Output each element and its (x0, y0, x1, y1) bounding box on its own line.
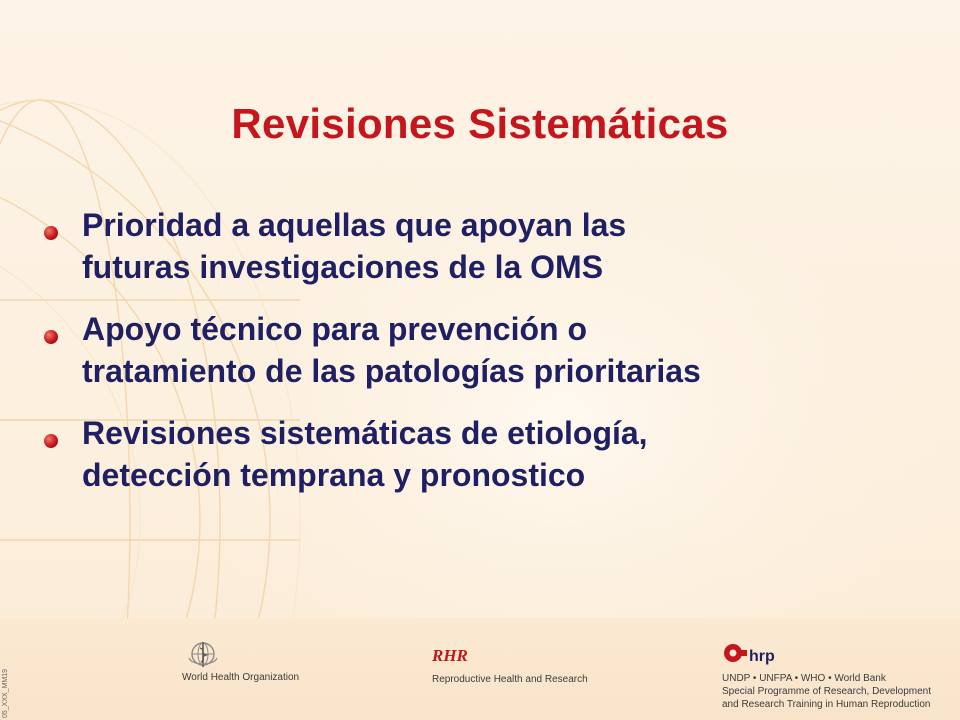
bullet-item (40, 412, 940, 496)
bullet-text-line: detección temprana y pronostico (82, 457, 586, 493)
rhr-logo-text: RHR (432, 646, 468, 664)
hrp-description (722, 672, 931, 711)
rhr-logo-icon (432, 646, 472, 664)
bullet-dot-icon (44, 226, 58, 240)
who-emblem-icon (186, 640, 220, 670)
bullet-text-line: Revisiones sistemáticas de etiología, (82, 415, 648, 451)
bullet-dot-icon (44, 434, 58, 448)
who-label: World Health Organization (182, 672, 300, 683)
bullet-dot-icon (44, 330, 58, 344)
hrp-line: Special Programme of Research, Development (722, 686, 931, 697)
hrp-line: and Research Training in Human Reproduction (722, 699, 931, 710)
bullet-list (40, 204, 940, 516)
bullet-text-line: Apoyo técnico para prevención o (82, 311, 587, 347)
hrp-logo-icon (722, 640, 792, 670)
bullet-text-line: tratamiento de las patologías prioritarias (82, 353, 701, 389)
hrp-logo-text: hrp (749, 648, 775, 665)
hrp-line: UNDP • UNFPA • WHO • World Bank (722, 673, 886, 684)
bullet-text-line: futuras investigaciones de la OMS (82, 249, 604, 285)
slide-title: Revisiones Sistemáticas (231, 100, 729, 147)
rhr-label: Reproductive Health and Research (432, 674, 588, 685)
slide-code: 05_XXX_MM19 (2, 668, 9, 718)
bullet-text-line: Prioridad a aquellas que apoyan las (82, 207, 627, 243)
bullet-item (40, 308, 940, 392)
bullet-item (40, 204, 940, 288)
